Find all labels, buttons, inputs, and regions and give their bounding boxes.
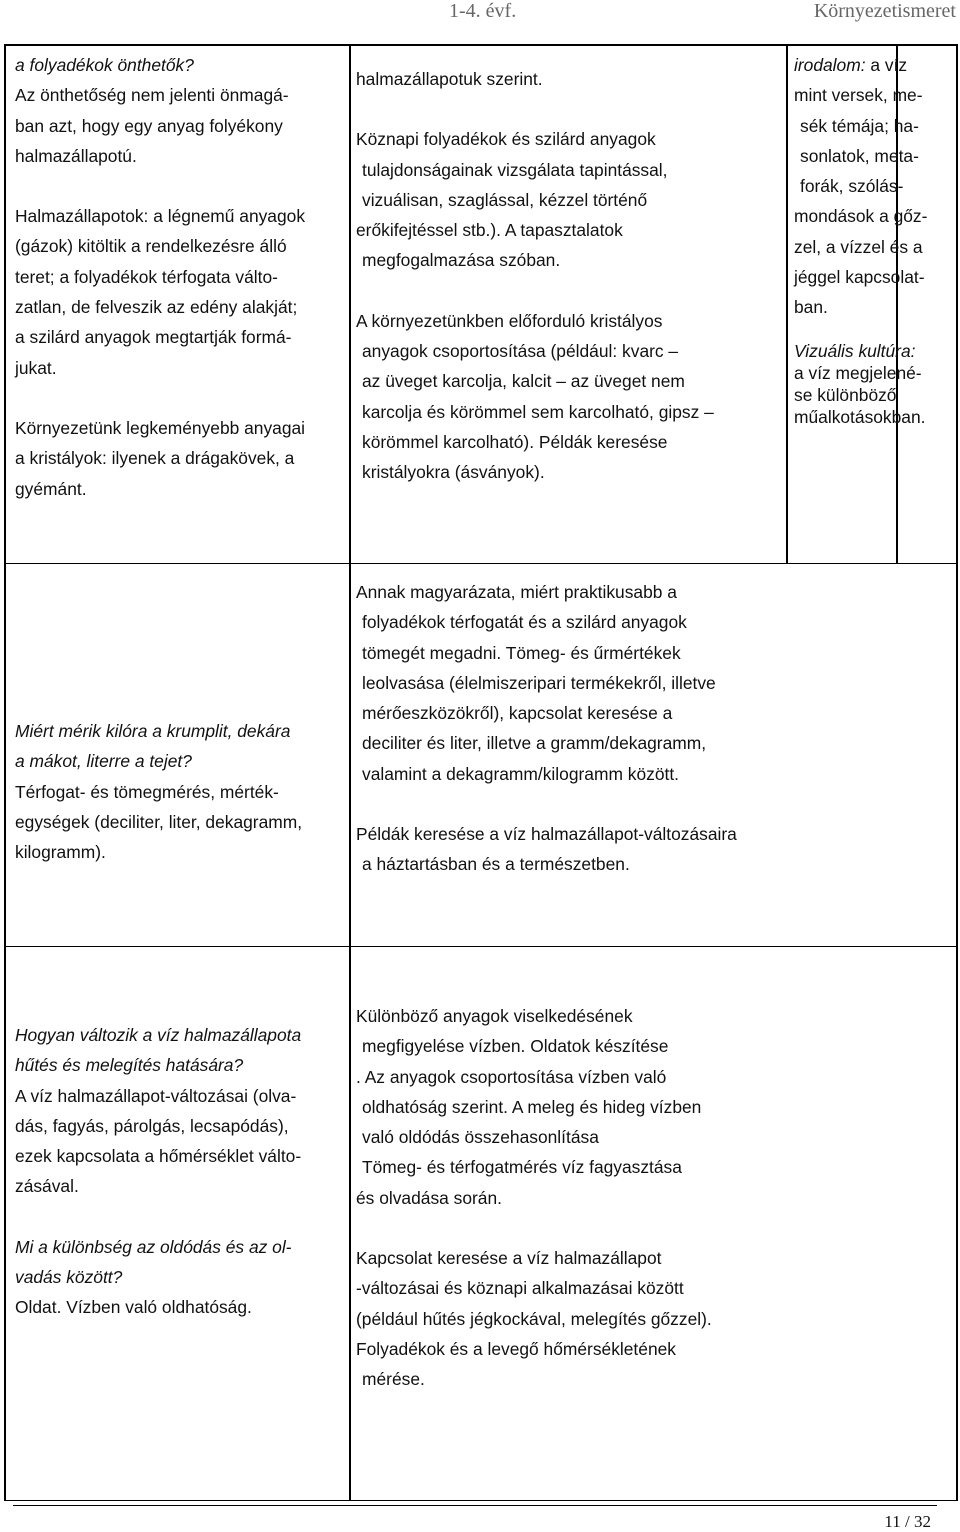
row2-question: Miért mérik kilóra a krumplit, dekára bbox=[15, 721, 291, 741]
row2-activity-line: deciliter és liter, illetve a gramm/dekagramm, bbox=[362, 733, 707, 754]
row1-activity-line: Köznapi folyadékok és szilárd anyagok bbox=[356, 129, 656, 150]
row1-line: teret; a folyadékok térfogata válto- bbox=[15, 266, 278, 287]
table-right-border bbox=[956, 44, 958, 1501]
row1-activity-line: körömmel karcolható). Példák keresése bbox=[362, 431, 668, 452]
row2-activity-line: folyadékok térfogatát és a szilárd anyagok bbox=[362, 612, 687, 633]
header-subject: Környezetismeret bbox=[813, 0, 956, 22]
literature-line: mint versek, me- bbox=[794, 85, 923, 106]
row3-activity-line: Különböző anyagok viselkedésének bbox=[356, 1006, 633, 1026]
row1-activity-line: megfogalmazása szóban. bbox=[362, 250, 561, 271]
row3-line: Oldat. Vízben való oldhatóság. bbox=[15, 1297, 252, 1318]
row2-activity-line: tömegét megadni. Tömeg- és űrmértékek bbox=[362, 642, 681, 663]
literature-label: irodalom: bbox=[794, 55, 866, 75]
row3-question-1: Hogyan változik a víz halmazállapota bbox=[15, 1025, 302, 1045]
row3-activity-line: Kapcsolat keresése a víz halmazállapot bbox=[356, 1248, 662, 1269]
row1-question: a folyadékok önthetők? bbox=[15, 55, 194, 75]
row1-line: jukat. bbox=[15, 357, 57, 378]
row1-line: Halmazállapotok: a légnemű anyagok bbox=[15, 206, 306, 227]
row1-line: zatlan, de felveszik az edény alakját; bbox=[15, 297, 298, 318]
row2-activity-line: Annak magyarázata, miért praktikusabb a bbox=[356, 582, 677, 602]
row3-activity-line: -változásai és köznapi alkalmazásai között bbox=[356, 1278, 684, 1299]
row2-activity-line: mérőeszközökről), kapcsolat keresése a bbox=[362, 703, 673, 724]
literature-text-first: a víz bbox=[865, 55, 908, 75]
row1-line: halmazállapotú. bbox=[15, 145, 137, 166]
literature-line: zel, a vízzel és a bbox=[794, 236, 923, 257]
literature-line: forák, szólás- bbox=[800, 176, 904, 197]
row2-line: Térfogat- és tömegmérés, mérték- bbox=[15, 781, 279, 802]
row1-activity-line: erőkifejtéssel stb.). A tapasztalatok bbox=[356, 220, 623, 241]
row1-line: gyémánt. bbox=[15, 478, 87, 499]
row2-line: egységek (deciliter, liter, dekagramm, bbox=[15, 811, 303, 832]
table-bottom-border bbox=[4, 1500, 958, 1501]
table-left-border bbox=[4, 44, 6, 1501]
literature-line: sonlatok, meta- bbox=[800, 145, 919, 166]
literature-line bbox=[794, 50, 956, 80]
row1-activity-line: halmazállapotuk szerint. bbox=[356, 69, 543, 89]
row3-activity-line: . Az anyagok csoportosítása vízben való bbox=[356, 1066, 667, 1087]
table-top-border bbox=[4, 44, 957, 46]
row3-activity-line: Folyadékok és a levegő hőmérsékletének bbox=[356, 1338, 676, 1359]
row3-line: dás, fagyás, párolgás, lecsapódás), bbox=[15, 1115, 289, 1136]
row3-activity-line: való oldódás összehasonlítása bbox=[362, 1127, 599, 1148]
row1-links-cell bbox=[794, 50, 956, 428]
row3-activity-line: megfigyelése vízben. Oldatok készítése bbox=[362, 1036, 669, 1057]
column-divider-1 bbox=[349, 44, 351, 1501]
row1-line: Az önthetőség nem jelenti önmagá- bbox=[15, 85, 289, 106]
visual-culture-line: se különböző bbox=[794, 384, 897, 405]
footer-rule bbox=[13, 1505, 937, 1506]
row1-activities-cell bbox=[356, 64, 796, 488]
row2-activity-line: valamint a dekagramm/kilogramm között. bbox=[362, 763, 680, 784]
row1-content-cell bbox=[15, 50, 347, 504]
row1-activity-line: kristályokra (ásványok). bbox=[362, 462, 545, 483]
row3-content-cell bbox=[15, 1020, 347, 1323]
row2-question: a mákot, literre a tejet? bbox=[15, 751, 192, 772]
literature-line: sék témája; ha- bbox=[800, 115, 919, 136]
page-header bbox=[0, 0, 960, 24]
row3-activity-line: mérése. bbox=[362, 1369, 425, 1390]
row1-activity-line: az üveget karcolja, kalcit – az üveget nem bbox=[362, 371, 685, 392]
row3-line: ezek kapcsolata a hőmérséklet válto- bbox=[15, 1146, 302, 1167]
row1-line: a kristályok: ilyenek a drágakövek, a bbox=[15, 448, 295, 469]
row2-activity-line: Példák keresése a víz halmazállapot-változásaira bbox=[356, 824, 737, 845]
literature-line: jéggel kapcsolat- bbox=[794, 267, 925, 288]
row2-activities-cell bbox=[356, 577, 796, 880]
literature-line: ban. bbox=[794, 297, 828, 318]
literature-line: mondások a gőz- bbox=[794, 206, 928, 227]
row3-line: A víz halmazállapot-változásai (olva- bbox=[15, 1085, 297, 1106]
row2-activity-line: a háztartásban és a természetben. bbox=[362, 854, 630, 875]
row1-activity-line: A környezetünkben előforduló kristályos bbox=[356, 310, 663, 331]
row2-activity-line: leolvasása (élelmiszeripari termékekről, illetve bbox=[362, 672, 716, 693]
row2-content-cell bbox=[15, 716, 347, 867]
row1-line: (gázok) kitöltik a rendelkezésre álló bbox=[15, 236, 287, 257]
row3-activities-cell bbox=[356, 1001, 796, 1395]
row3-activity-line: oldhatóság szerint. A meleg és hideg vízben bbox=[362, 1096, 702, 1117]
header-grade: 1-4. évf. bbox=[449, 0, 517, 22]
row1-activity-line: tulajdonságainak vizsgálata tapintással, bbox=[362, 159, 668, 180]
row3-question-2: vadás között? bbox=[15, 1267, 123, 1288]
visual-culture-line: a víz megjelené- bbox=[794, 362, 922, 383]
row3-activity-line: és olvadása során. bbox=[356, 1187, 502, 1208]
row3-activity-line: Tömeg- és térfogatmérés víz fagyasztása bbox=[362, 1157, 682, 1178]
row3-question-2: Mi a különbség az oldódás és az ol- bbox=[15, 1236, 292, 1257]
row3-activity-line: (például hűtés jégkockával, melegítés gőzzel). bbox=[356, 1308, 712, 1329]
row1-line: ban azt, hogy egy anyag folyékony bbox=[15, 115, 283, 136]
row-divider-2 bbox=[4, 946, 958, 947]
row1-activity-line: anyagok csoportosítása (például: kvarc – bbox=[362, 341, 679, 362]
row1-line: a szilárd anyagok megtartják formá- bbox=[15, 327, 292, 348]
row1-activity-line: karcolja és körömmel sem karcolható, gipsz – bbox=[362, 401, 714, 422]
page-number: 11 / 32 bbox=[884, 1512, 931, 1531]
row1-activity-line: vizuálisan, szaglással, kézzel történő bbox=[362, 189, 648, 210]
row-divider-1 bbox=[4, 563, 958, 564]
visual-culture-label: Vizuális kultúra: bbox=[794, 340, 916, 361]
row2-line: kilogramm). bbox=[15, 842, 106, 863]
row3-line: zásával. bbox=[15, 1176, 79, 1197]
row3-question-1: hűtés és melegítés hatására? bbox=[15, 1055, 244, 1076]
visual-culture-line: műalkotásokban. bbox=[794, 406, 926, 427]
row1-line: Környezetünk legkeményebb anyagai bbox=[15, 417, 306, 438]
